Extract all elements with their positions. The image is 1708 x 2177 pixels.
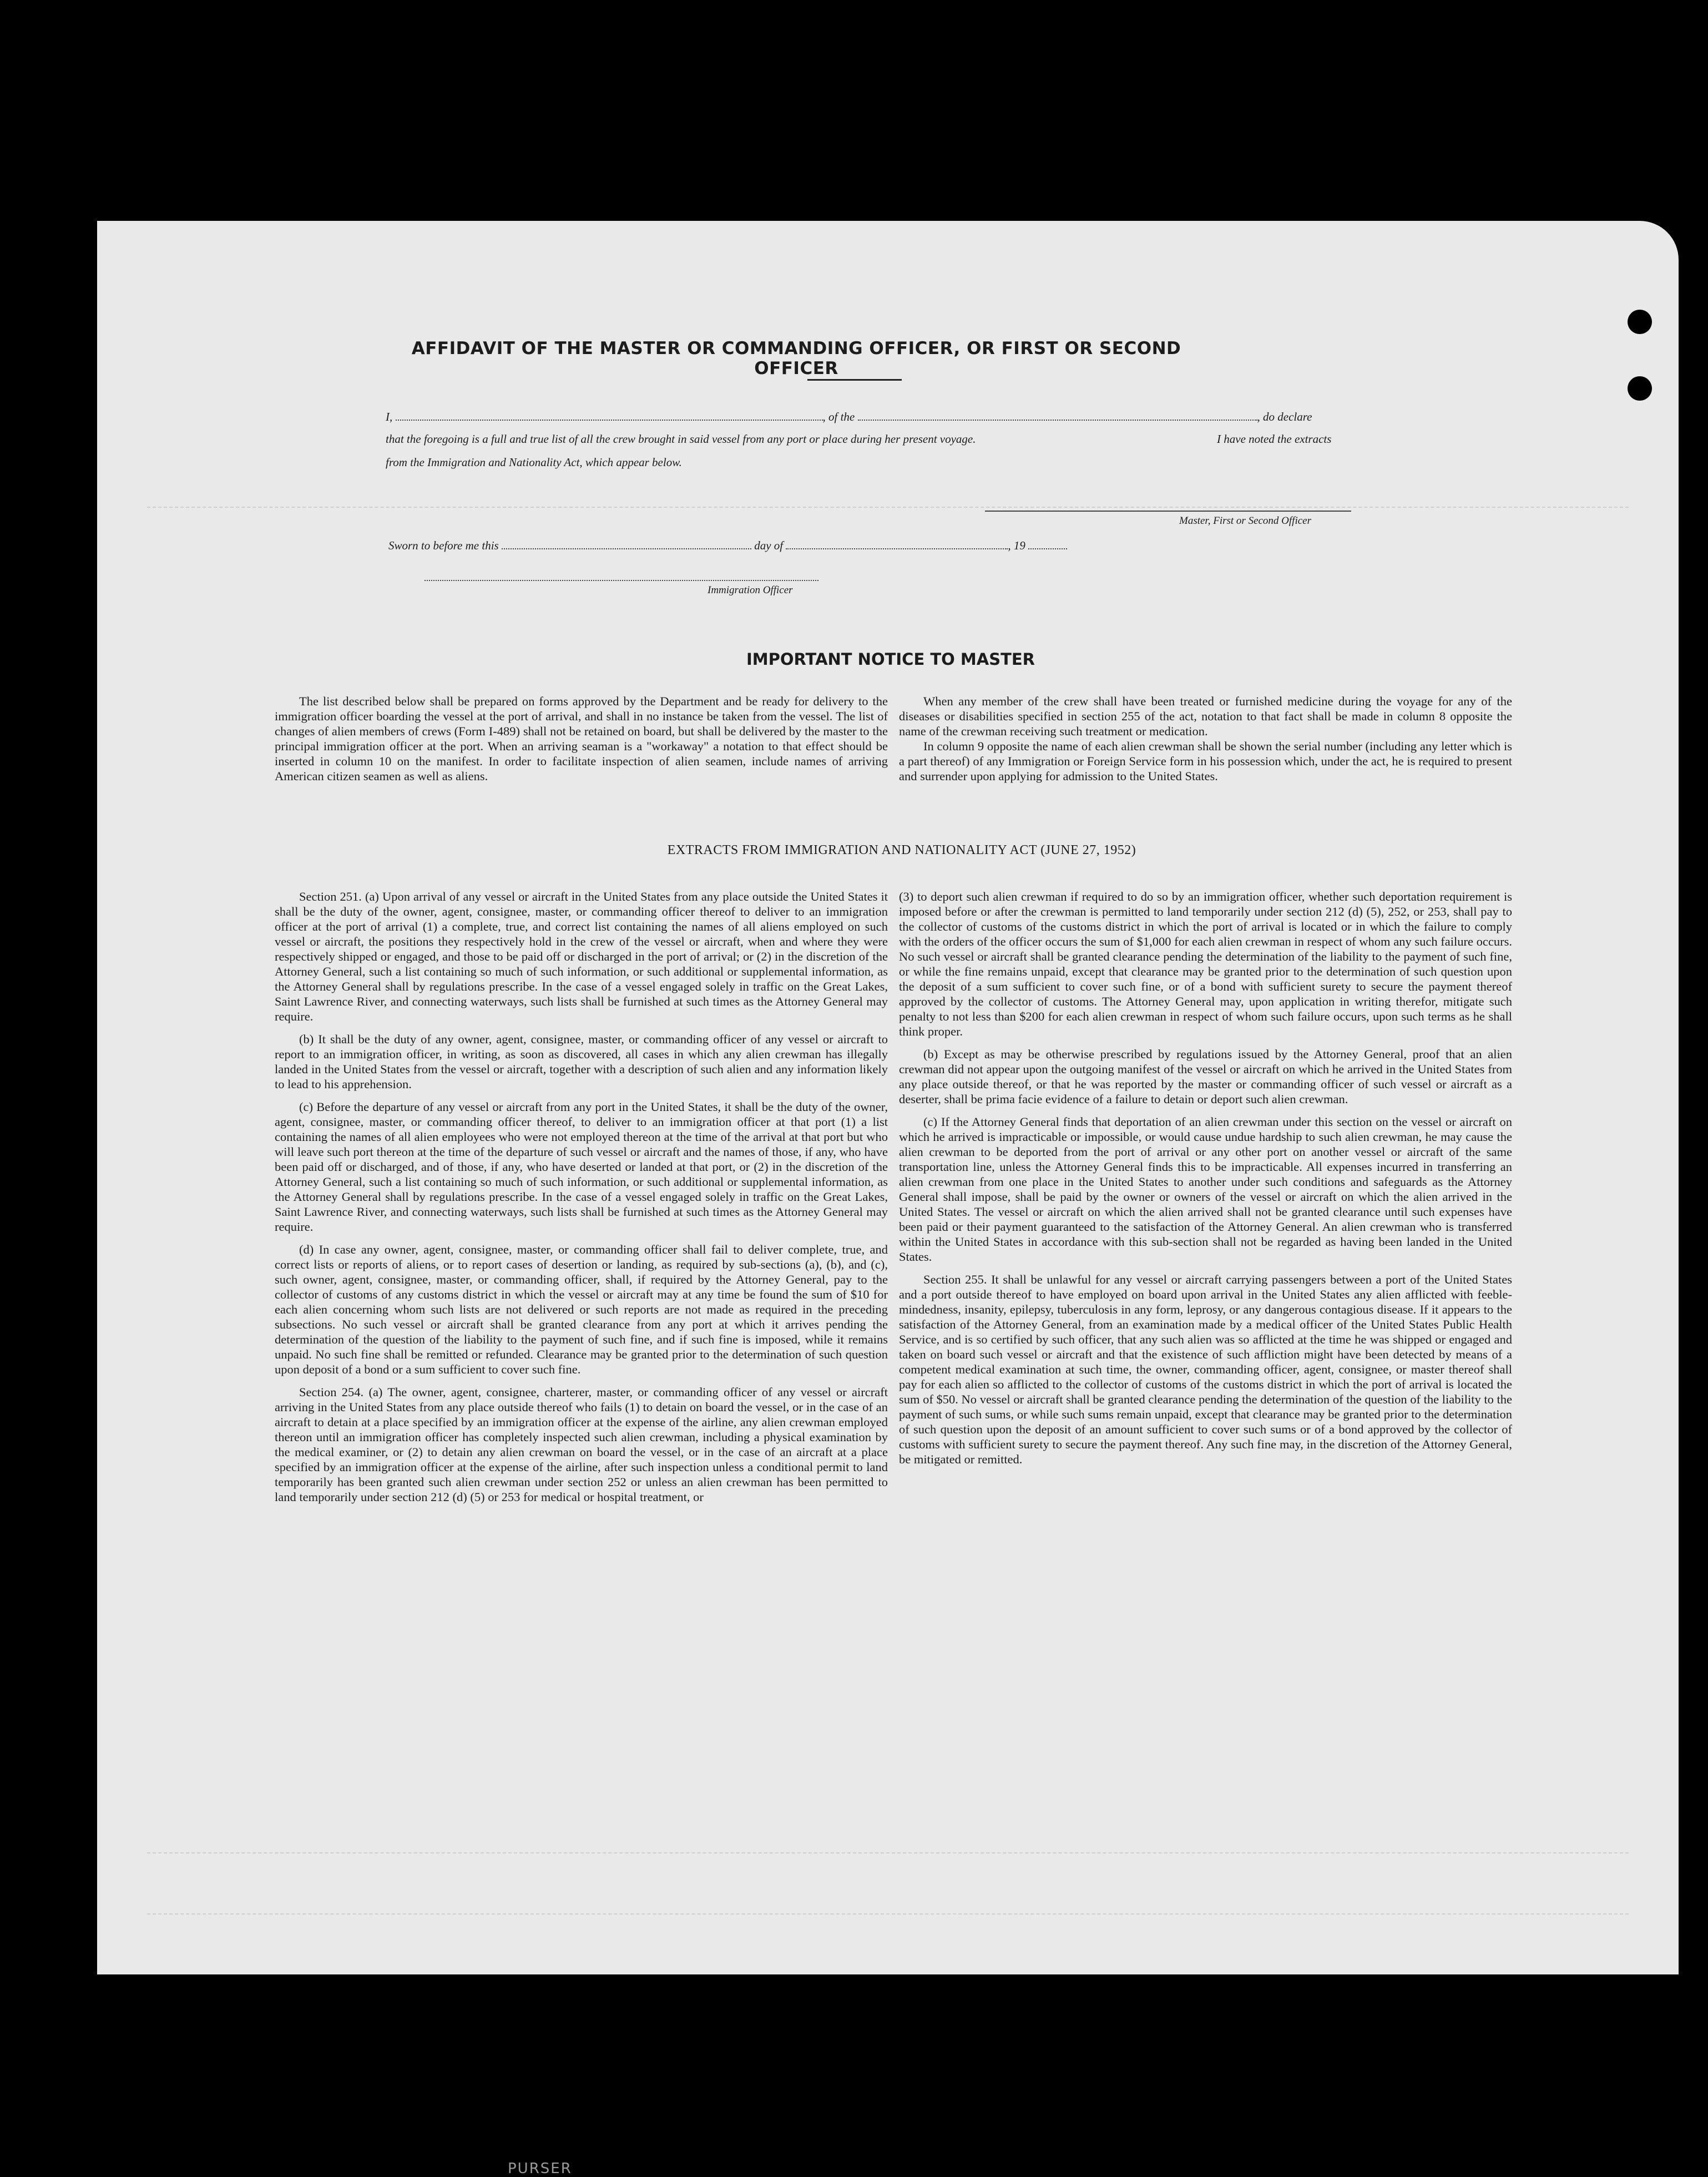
notice-right-text-2: In column 9 opposite the name of each alien crewman shall be shown the serial number (including any letter which is a part thereof) of any Immigration or Foreign Service form in his possession which, under the act, he is required to present and surrender upon applying for admission to the United States.	[899, 739, 1512, 783]
declaration-line-2-right: I have noted the extracts	[1217, 432, 1332, 446]
decl-do-declare: , do declare	[1257, 410, 1312, 423]
punch-hole	[1628, 376, 1652, 401]
section-251-c: (c) Before the departure of any vessel or aircraft from any port in the United States, it shall be the duty of the owner, agent, consignee, master, or commanding officer thereof, to deliver to an immigration officer at that port (1) a list containing the names of all alien employees who were not employed thereon at the time of the arrival at that port but who will leave such port thereon at the time of the departure of such vessel or aircraft and the names of those, if any, who have been paid off or discharged, and of those, if any, who have deserted or landed at that port, or (2) in the discretion of the Attorney General, such a list containing so much of such information, or such additional or supplemental information, as the Attorney General shall by regulations prescribe. In the case of a vessel engaged solely in traffic on the Great Lakes, Saint Lawrence River, and connecting waterways, such lists shall be furnished at such times as the Attorney General may require.	[275, 1100, 888, 1234]
decl-i: I,	[386, 410, 393, 423]
sworn-month-field[interactable]	[786, 537, 1008, 549]
sworn-prefix: Sworn to before me this	[388, 539, 499, 552]
sworn-line	[388, 537, 1067, 553]
document-page	[97, 221, 1679, 2177]
notice-left-column	[275, 694, 888, 791]
section-254-c: (c) If the Attorney General finds that deportation of an alien crewman under this section on the vessel or aircraft on which he arrived is impracticable or impossible, or would cause undue hardship to such alien crewman, he may cause the alien crewman to be deported from the port of arrival or any other port on another vessel or aircraft of the same transportation line, unless the Attorney General finds this to be impracticable. All expenses incurred in transferring an alien crewman from one place in the United States to another under such conditions and safeguards as the Attorney General shall impose, shall be paid by the owner or owners of the vessel or aircraft on which the alien arrived in the United States. The vessel or aircraft on which the alien arrived shall not be granted clearance until such expenses have been paid or their payment guaranteed to the satisfaction of the Attorney General. An alien crewman who is transferred within the United States in accordance with this sub-section shall not be regarded as having been landed in the United States.	[899, 1115, 1512, 1264]
section-251-a: Section 251. (a) Upon arrival of any vessel or aircraft in the United States from any place outside the United States it shall be the duty of the owner, agent, consignee, master, or commanding officer thereof to deliver to an immigration officer at the port of arrival (1) a complete, true, and correct list containing the names of all aliens employed on such vessel or aircraft, the positions they respectively hold in the crew of the vessel or aircraft, when and where they were respectively shipped or engaged, and those to be paid off or discharged in the port of arrival; or (2) in the discretion of the Attorney General, such a list containing so much of such information, or such additional or supplemental information, as the Attorney General shall by regulations prescribe. In the case of a vessel engaged solely in traffic on the Great Lakes, Saint Lawrence River, and connecting waterways, such lists shall be furnished at such times as the Attorney General may require.	[275, 890, 888, 1023]
sworn-day-of: day of	[754, 539, 784, 552]
declaration-line-3: from the Immigration and Nationality Act, which appear below.	[386, 456, 682, 469]
affidavit-title: AFFIDAVIT OF THE MASTER OR COMMANDING OFFICER, OR FIRST OR SECOND OFFICER	[411, 339, 1181, 378]
notice-right-column	[899, 694, 1512, 791]
extracts-title: EXTRACTS FROM IMMIGRATION AND NATIONALITY ACT (JUNE 27, 1952)	[667, 843, 1136, 857]
notice-title: IMPORTANT NOTICE TO MASTER	[746, 650, 1035, 669]
sworn-year: , 19	[1008, 539, 1025, 552]
decl-of-the: , of the	[822, 410, 855, 423]
sworn-day-field[interactable]	[502, 537, 751, 549]
section-254-a: Section 254. (a) The owner, agent, consignee, charterer, master, or commanding officer of any vessel or aircraft arriving in the United States from any place outside thereof who fails (1) to detain on board the vessel, or in the case of an aircraft to detain at a place specified by an immigration officer at the expense of the airline, any alien crewman employed thereon until an immigration officer has completely inspected such alien crewman, including a physical examination by the medical examiner, or (2) to detain any alien crewman on board the vessel, or in the case of an aircraft at a place specified by an immigration officer at the expense of the airline, after such inspection unless a conditional permit to land temporarily has been granted such alien crewman under section 252 or unless an alien crewman has been permitted to land temporarily under section 212 (d) (5) or 253 for medical or hospital treatment, or	[275, 1385, 888, 1504]
declaration-line-2: that the foregoing is a full and true list of all the crew brought in said vessel from any port or place during her present voyage.	[386, 432, 976, 446]
section-251-b: (b) It shall be the duty of any owner, agent, consignee, master, or commanding officer of any vessel or aircraft to report to an immigration officer, in writing, as soon as discovered, all cases in which any alien crewman has illegally landed in the United States from the vessel or aircraft, together with a description of such alien and any information likely to lead to his apprehension.	[275, 1032, 888, 1091]
extracts-left-column	[275, 889, 888, 1504]
section-251-d: (d) In case any owner, agent, consignee, master, or commanding officer shall fail to deliver complete, true, and correct lists or reports of aliens, or to report cases of desertion or landing, as required by sub-sections (a), (b), and (c), such owner, agent, consignee, master, or commanding officer, shall, if required by the Attorney General, pay to the collector of customs of any customs district in which the vessel or aircraft may at any time be found the sum of $10 for each alien concerning whom such lists are not delivered or such reports are not made as required in the preceding subsections. No such vessel or aircraft shall be granted clearance from any port at which it arrives pending the determination of the question of the liability to the payment of such fine, and if such fine is imposed, while it remains unpaid. No such fine shall be remitted or refunded. Clearance may be granted prior to the determination of such question upon deposit of a bond or a sum sufficient to cover such fine.	[275, 1242, 888, 1376]
notice-right-text-1: When any member of the crew shall have been treated or furnished medicine during the voyage for any of the diseases or disabilities specified in section 255 of the act, notation to that fact shall be made in column 8 opposite the name of the crewman receiving such treatment or medication.	[899, 694, 1512, 738]
vessel-field[interactable]	[858, 408, 1257, 421]
section-255: Section 255. It shall be unlawful for any vessel or aircraft carrying passengers between a port of the United States and a port outside thereof to have employed on board upon arrival in the United States any alien afflicted with feeble-mindedness, insanity, epilepsy, tuberculosis in any form, leprosy, or any dangerous contagious disease. If it appears to the satisfaction of the Attorney General, from an examination made by a medical officer of the United States Public Health Service, and is so certified by such officer, that any such alien was so afflicted at the time he was shipped or engaged and taken on board such vessel or aircraft and that the existence of such affliction might have been detected by means of a competent medical examination at such time, the owner, commanding officer, agent, consignee, or master thereof shall pay for each alien so afflicted to the collector of customs of the customs district in which the port of arrival is located the sum of $50. No vessel or aircraft shall be granted clearance pending the determination of the question of the liability to the payment of such sums, or while such sums remain unpaid, except that clearance may be granted prior to the determination of such question upon the deposit of an amount sufficient to cover such sums or of a bond approved by the collector of customs with sufficient surety to secure the payment thereof. Any such fine may, in the discretion of the Attorney General, be mitigated or remitted.	[899, 1272, 1512, 1466]
section-254-a-cont: (3) to deport such alien crewman if required to do so by an immigration officer, whether such deportation requirement is imposed before or after the crewman is permitted to land temporarily under section 212 (d) (5), 252, or 253, shall pay to the collector of customs of the customs district in which the port of arrival is located or in which the failure to comply with the orders of the officer occurs the sum of $1,000 for each alien crewman in respect of whom any such failure occurs. No such vessel or aircraft shall be granted clearance pending the determination of the liability to the payment of such fine, or while the fine remains unpaid, except that clearance may be granted prior to the determination of such question upon the deposit of a sum sufficient to cover such fine, or of a bond with sufficient surety to secure the payment thereof approved by the collector of customs. The Attorney General may, upon application in writing therefor, mitigate such penalty to not less than $200 for each alien crewman in respect of whom such failure occurs, upon such terms as he shall think proper.	[899, 890, 1512, 1038]
extracts-right-column	[899, 889, 1512, 1474]
name-field[interactable]	[396, 408, 823, 421]
title-rule	[807, 379, 902, 381]
section-254-b: (b) Except as may be otherwise prescribed by regulations issued by the Attorney General, proof that an alien crewman did not appear upon the outgoing manifest of the vessel or aircraft on which he arrived in the United States from any place outside thereof, or that he was reported by the master or commanding officer of such vessel or aircraft as a deserter, shall be prima facie evidence of a failure to detain or deport such alien crewman.	[899, 1047, 1512, 1106]
master-signature-line[interactable]	[985, 511, 1351, 512]
declaration-line-1	[386, 408, 1312, 424]
master-caption: Master, First or Second Officer	[1179, 515, 1312, 527]
officer-signature-line[interactable]	[425, 580, 818, 581]
punch-hole	[1628, 310, 1652, 334]
officer-caption: Immigration Officer	[708, 584, 793, 596]
sworn-year-field[interactable]	[1028, 537, 1067, 549]
notice-left-text: The list described below shall be prepared on forms approved by the Department and be ready for delivery to the immigration officer boarding the vessel at the port of arrival, and shall in no instance be taken from the vessel. The list of changes of alien members of crews (Form I-489) shall not be retained on board, but shall be delivered by the master to the principal immigration officer at the port. When an arriving seaman is a "workaway" a notation to that effect should be inserted in column 10 on the manifest. In order to facilitate inspection of alien seamen, include names of arriving American citizen seamen as well as aliens.	[275, 694, 888, 783]
purser-stamp: PURSER	[508, 2160, 572, 2177]
